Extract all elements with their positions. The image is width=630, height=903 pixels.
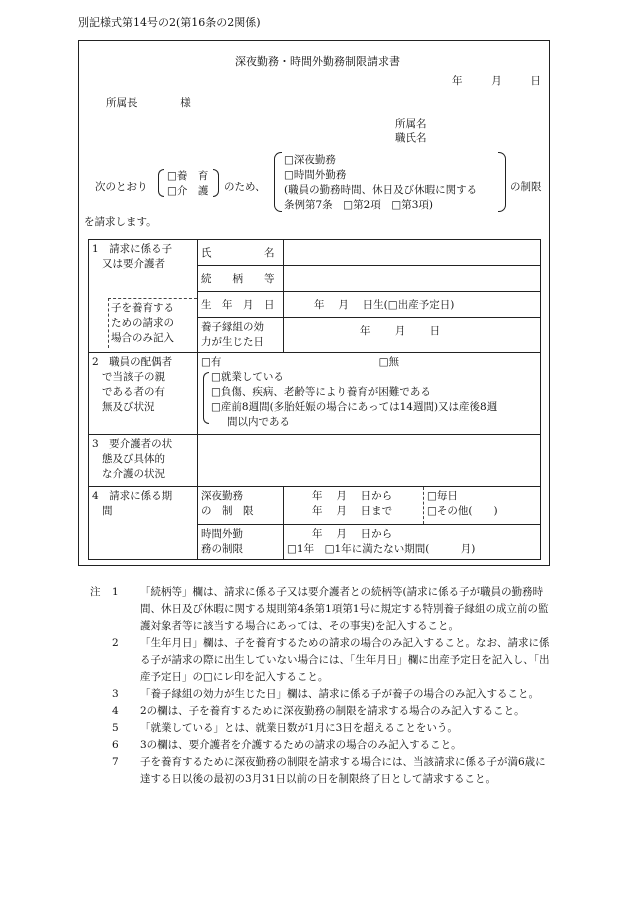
overtime-limit-label: 時間外勤 務の制限 — [198, 525, 284, 560]
name-label: 氏 名 — [198, 240, 284, 266]
s2-bracket — [203, 372, 209, 424]
section3-label: 3 要介護者の状 態及び具体的 な介護の状況 — [89, 435, 198, 487]
note-item: 4 2の欄は、子を養育するために深夜勤務の制限を請求する場合のみ記入すること。 — [112, 705, 525, 717]
section3-field[interactable] — [198, 435, 541, 487]
birth-field[interactable]: 年 月 日生(□出産予定日) — [284, 292, 541, 318]
note-item: 5 「就業している」とは、就業日数が1月に3日を超えることをいう。 — [112, 722, 458, 734]
spouse-unable-checkbox[interactable]: □負傷、疾病、老齢等により養育が困難である — [211, 386, 431, 398]
date-year: 年 — [452, 75, 463, 87]
note-item: 2 「生年月日」欄は、子を養育するための請求の場合のみ記入すること。なお、請求に係る子が請求の際に出生していない場合には、「生年月日」欄に出産予定日を記入し、「出産予定日」の□にレ印を記入すること。 — [112, 637, 550, 683]
spouse-working-checkbox[interactable]: □就業している — [211, 371, 284, 383]
note-item: 3 「養子縁組の効力が生じた日」欄は、請求に係る子が養子の場合のみ記入すること。 — [112, 688, 539, 700]
note-item: 1 「続柄等」欄は、請求に係る子又は要介護者との続柄等(請求に係る子が職員の勤務時間、休日及び休暇に関する規則第4条第1項第1号に規定する特別養子縁組の成立前の監護対象者等に該当する場合にあっては、その事実)を記入すること。 — [112, 586, 549, 632]
form-title: 深夜勤務・時間外勤務制限請求書 — [235, 55, 400, 68]
date-day: 日 — [530, 75, 541, 87]
request-option-childcare: □養 育 — [167, 170, 209, 182]
bracket-open-2 — [274, 152, 282, 212]
request-item-clause: 条例第7条 □第2項 □第3項) — [284, 199, 433, 211]
date-month: 月 — [491, 75, 502, 87]
overtime-options[interactable]: □1年 □1年に満たない期間( 月) — [287, 543, 476, 555]
night-frequency-field[interactable] — [424, 487, 541, 525]
notes-heading: 注 — [90, 586, 101, 598]
adopt-label: 養子縁組の効 力が生じた日 — [198, 318, 284, 353]
request-suffix: の制限 — [510, 181, 542, 193]
request-option-nursing: □介 護 — [167, 185, 209, 197]
form-reference: 別記様式第14号の2(第16条の2関係) — [78, 16, 261, 29]
request-item-ordinance: (職員の勤務時間、休日及び休暇に関する — [284, 184, 478, 196]
section4-label: 4 請求に係る期 間 — [89, 487, 198, 560]
request-table — [88, 239, 541, 560]
spouse-yes-checkbox[interactable]: □有 — [201, 356, 222, 368]
note-item: 6 3の欄は、要介護者を介護するための請求の場合のみ記入すること。 — [112, 739, 462, 751]
night-period-field[interactable]: 年 月 日から 年 月 日まで — [284, 487, 424, 525]
addressee — [106, 95, 191, 110]
request-item-night: □深夜勤務 — [284, 154, 336, 166]
spouse-maternity-checkbox[interactable]: □産前8週間(多胎妊娠の場合にあっては14週間)又は産後8週 — [211, 401, 498, 413]
section2-label: 2 職員の配偶者 で当該子の親 である者の有 無及び状況 — [89, 353, 198, 435]
addressee-label: 所属長 — [106, 97, 138, 109]
request-item-overtime: □時間外勤務 — [284, 169, 347, 181]
note-item: 7 子を養育するために深夜勤務の制限を請求する場合には、当該請求に係る子が満6歳に達する日以後の最初の3月31日以前の日を制限終了日として請求すること。 — [112, 756, 546, 785]
bracket-close-2 — [498, 152, 506, 212]
request-mid: のため、 — [224, 181, 266, 193]
name-field[interactable] — [284, 240, 541, 266]
date-line — [452, 73, 541, 88]
bracket-open-1 — [158, 169, 164, 197]
bracket-close-1 — [213, 169, 219, 197]
request-prefix: 次のとおり — [95, 181, 148, 193]
applicant-name: 職氏名 — [395, 132, 427, 144]
night-limit-label: 深夜勤務 の 制 限 — [198, 487, 284, 525]
relation-label: 続 柄 等 — [198, 266, 284, 292]
relation-field[interactable] — [284, 266, 541, 292]
adopt-field[interactable]: 年 月 日 — [284, 318, 541, 353]
daily-checkbox[interactable]: □毎日 — [427, 490, 458, 502]
spouse-no-checkbox[interactable]: □無 — [378, 356, 399, 368]
section1-label: 1 請求に係る子 又は要介護者 — [89, 240, 198, 292]
applicant-dept: 所属名 — [395, 118, 427, 130]
other-checkbox[interactable]: □その他( ) — [427, 505, 498, 517]
birth-label: 生 年 月 日 — [198, 292, 284, 318]
notes-list — [112, 584, 552, 788]
child-note-cell: 子を養育する ための請求の 場合のみ記入 — [89, 292, 198, 353]
addressee-honorific: 様 — [180, 97, 191, 109]
request-closing: を請求します。 — [84, 216, 157, 228]
overtime-period-field[interactable]: 年 月 日から □1年 □1年に満たない期間( 月) — [284, 525, 541, 560]
section2-field[interactable]: □有 □無 □就業している □負傷、疾病、老齢等により養育が困難である □産前8週間(多胎妊娠の場合にあっては14週間)又は産後8週 間以内である — [198, 353, 541, 435]
